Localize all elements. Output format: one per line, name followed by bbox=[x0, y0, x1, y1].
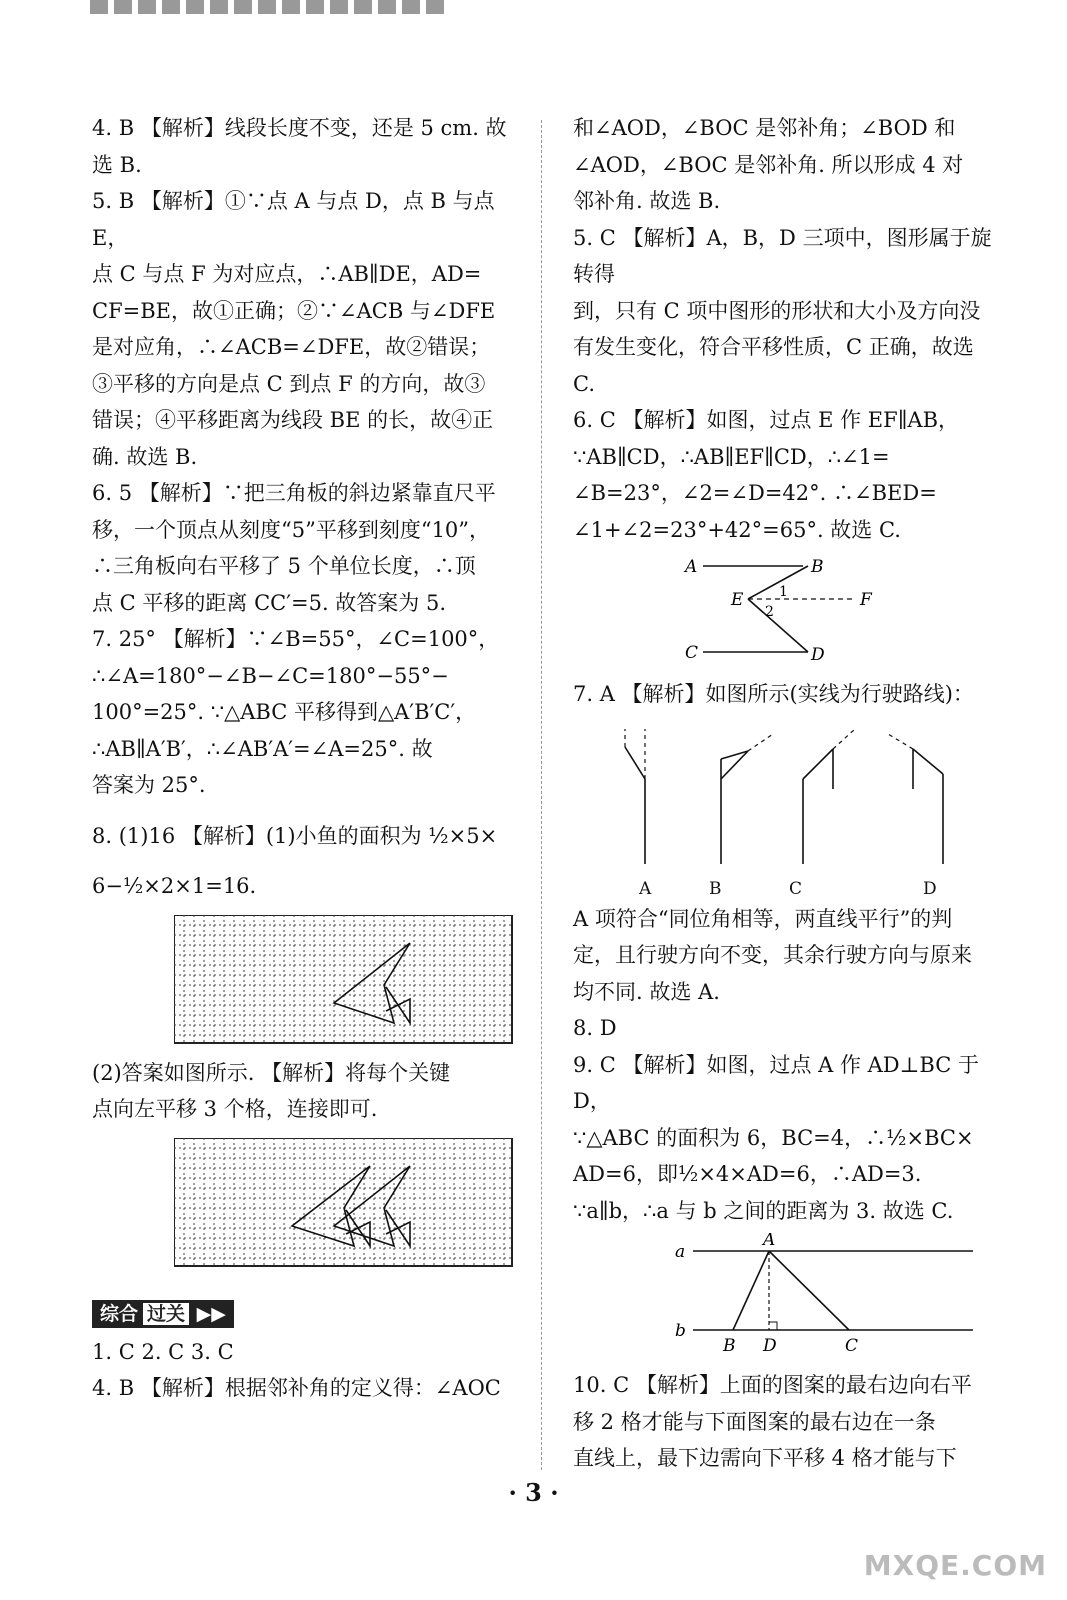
figure-q6 bbox=[673, 554, 973, 664]
answer-line: ∠1+∠2=23°+42°=65°. 故选 C. bbox=[573, 517, 901, 542]
answer-line: ∵AB∥CD，∴AB∥EF∥CD，∴∠1= bbox=[573, 444, 890, 469]
q8-line1: 8. (1)16 【解析】(1)小鱼的面积为 ½×5× bbox=[92, 823, 498, 848]
label-E: E bbox=[731, 590, 744, 610]
label-F: F bbox=[860, 590, 872, 610]
q8-part2-line1: (2)答案如图所示. 【解析】将每个关键 bbox=[92, 1060, 451, 1085]
answer-line: 6. C 【解析】如图，过点 E 作 EF∥AB， bbox=[573, 408, 960, 432]
answer-line: 100°=25°. ∵△ABC 平移得到△A′B′C′， bbox=[92, 700, 477, 724]
answer-line: 移 2 格才能与下面图案的最右边在一条 bbox=[573, 1409, 936, 1434]
point-D-label: D bbox=[763, 1336, 777, 1353]
answer-line: 选 B. bbox=[92, 152, 142, 177]
answer-line: ∠AOD，∠BOC 是邻补角. 所以形成 4 对 bbox=[573, 152, 964, 177]
answer-line: 6. 5 【解析】∵把三角板的斜边紧靠直尺平 bbox=[92, 481, 496, 505]
answer-line: AD=6，即½×4×AD=6，∴AD=3. bbox=[573, 1162, 922, 1186]
q7-line: 7. A 【解析】如图所示(实线为行驶路线)： bbox=[573, 682, 974, 706]
answer-line: 5. C 【解析】A，B，D 三项中，图形属于旋转得 bbox=[573, 225, 992, 286]
answer-line: 有发生变化，符合平移性质，C 正确，故选 C. bbox=[573, 335, 974, 396]
answer-line: 和∠AOD，∠BOC 是邻补角；∠BOD 和 bbox=[573, 116, 956, 140]
answer-line: 1. C 2. C 3. C bbox=[92, 1339, 234, 1364]
answer-line: 10. C 【解析】上面的图案的最右边向右平 bbox=[573, 1373, 972, 1397]
answer-line: ∠B=23°，∠2=∠D=42°. ∴∠BED= bbox=[573, 481, 937, 505]
answer-line: 移，一个顶点从刻度“5”平移到刻度“10”， bbox=[92, 517, 491, 542]
answer-line: ∴∠A=180°−∠B−∠C=180°−55°− bbox=[92, 663, 449, 688]
answer-line: 点 C 与点 F 为对应点，∴AB∥DE，AD= bbox=[92, 262, 482, 286]
answer-line: ∵△ABC 的面积为 6，BC=4，∴½×BC× bbox=[573, 1125, 974, 1150]
answer-line: ∵a∥b，∴a 与 b 之间的距离为 3. 故选 C. bbox=[573, 1198, 954, 1223]
route-A bbox=[625, 729, 645, 864]
line-a-label: a bbox=[675, 1242, 686, 1262]
answer-line: ∴AB∥A′B′，∴∠AB′A′=∠A=25°. 故 bbox=[92, 736, 433, 761]
route-B bbox=[721, 734, 773, 864]
label-C: C bbox=[685, 643, 699, 663]
figure-q9 bbox=[673, 1233, 1003, 1353]
top-scan-band bbox=[90, 0, 450, 14]
section-title: 综合 过关 ▶▶ bbox=[92, 1300, 234, 1328]
answer-line: 错误；④平移距离为线段 BE 的长，故④正 bbox=[92, 408, 494, 432]
answer-line: 直线上，最下边需向下平移 4 格才能与下 bbox=[573, 1446, 957, 1470]
answer-line: ③平移的方向是点 C 到点 F 的方向，故③ bbox=[92, 371, 486, 396]
label-B: B bbox=[811, 557, 824, 577]
point-A-label: A bbox=[763, 1233, 776, 1250]
watermark: MXQE.COM bbox=[863, 1549, 1047, 1582]
answer-line: 到，只有 C 项中图形的形状和大小及方向没 bbox=[573, 298, 981, 323]
grid-figure-2 bbox=[174, 1138, 514, 1268]
left-column bbox=[92, 110, 520, 1407]
answer-line: 5. B 【解析】①∵点 A 与点 D，点 B 与点 E， bbox=[92, 189, 495, 250]
route-label-B: B bbox=[709, 878, 722, 899]
right-column bbox=[573, 110, 998, 1477]
answer-line: 点 C 平移的距离 CC′=5. 故答案为 5. bbox=[92, 590, 447, 615]
answer-line: 7. 25° 【解析】∵∠B=55°，∠C=100°， bbox=[92, 627, 500, 651]
answer-line: 4. B 【解析】根据邻补角的定义得：∠AOC bbox=[92, 1376, 501, 1400]
answer-line: 定，且行驶方向不变，其余行驶方向与原来 bbox=[573, 943, 972, 967]
answer-line: 9. C 【解析】如图，过点 A 作 AD⊥BC 于 D， bbox=[573, 1052, 979, 1113]
column-divider bbox=[541, 120, 542, 1470]
route-label-C: C bbox=[789, 878, 803, 899]
answer-line: CF=BE，故①正确；②∵∠ACB 与∠DFE bbox=[92, 298, 496, 323]
figure-q7 bbox=[583, 719, 983, 879]
answer-line: 是对应角，∴∠ACB=∠DFE，故②错误； bbox=[92, 335, 491, 359]
grid-figure-1 bbox=[174, 915, 514, 1045]
answer-line: A 项符合“同位角相等，两直线平行”的判 bbox=[573, 906, 953, 931]
answer-line: 邻补角. 故选 B. bbox=[573, 189, 721, 213]
answer-line: 4. B 【解析】线段长度不变，还是 5 cm. 故 bbox=[92, 116, 507, 140]
q8-part2-line2: 点向左平移 3 个格，连接即可. bbox=[92, 1097, 378, 1121]
line-b-label: b bbox=[675, 1321, 686, 1341]
route-C bbox=[803, 729, 855, 864]
answer-line: 均不同. 故选 A. bbox=[573, 979, 720, 1004]
label-D: D bbox=[811, 645, 825, 664]
route-label-D: D bbox=[923, 878, 937, 899]
answer-line: 8. D bbox=[573, 1016, 617, 1040]
point-C-label: C bbox=[845, 1336, 859, 1353]
answer-line: 确. 故选 B. bbox=[92, 444, 198, 469]
q8-line2: 6−½×2×1=16. bbox=[92, 874, 257, 898]
route-D bbox=[888, 734, 943, 864]
label-A: A bbox=[685, 557, 698, 577]
angle-2: 2 bbox=[765, 604, 774, 620]
route-label-A: A bbox=[639, 878, 652, 899]
page-number: · 3 · bbox=[508, 1478, 559, 1507]
angle-1: 1 bbox=[779, 584, 788, 600]
answer-line: ∴三角板向右平移了 5 个单位长度，∴顶 bbox=[92, 554, 476, 578]
answer-line: 答案为 25°. bbox=[92, 773, 206, 797]
point-B-label: B bbox=[723, 1336, 736, 1353]
